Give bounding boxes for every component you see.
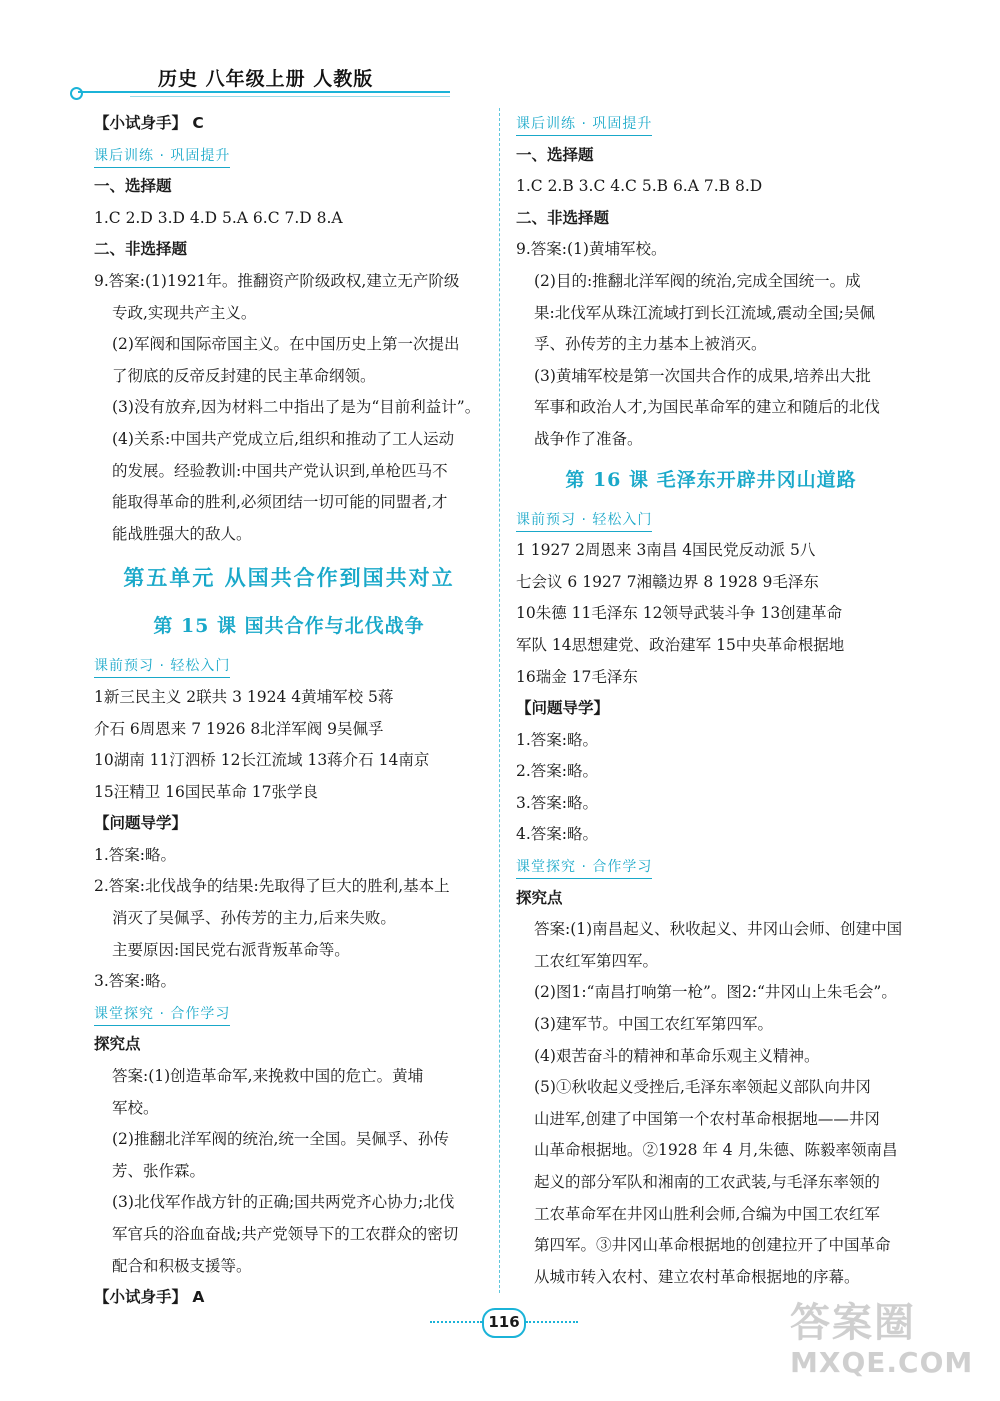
right-line: 9.答案:(1)黄埔军校。 [516, 240, 667, 259]
right-line: 孚、孙传芳的主力基本上被消灭。 [534, 335, 767, 354]
section-heading-wrap [516, 851, 906, 883]
left-line: 军官兵的浴血奋战;共产党领导下的工农群众的密切 [112, 1225, 459, 1243]
left-line: 能取得革命的胜利,必须团结一切可能的同盟者,才 [112, 493, 448, 512]
right-line: 课堂探究 · 合作学习 [516, 856, 652, 879]
left-line: (3)没有放弃,因为材料二中指出了是为“目前利益计”。 [112, 398, 481, 417]
right-line: (2)图1:“南昌打响第一枪”。图2:“井冈山上朱毛会”。 [534, 983, 897, 1002]
right-line: 【问题导学】 [516, 699, 610, 718]
left-line: 1.C 2.D 3.D 4.D 5.A 6.C 7.D 8.A [94, 208, 343, 227]
left-line: 探究点 [94, 1035, 141, 1054]
right-line: 探究点 [516, 888, 563, 907]
left-line: 1新三民主义 2联共 3 1924 4黄埔军校 5蒋 [94, 687, 394, 706]
right-line: 果:北伐军从珠江流域打到长江流域,震动全国;吴佩 [534, 303, 875, 322]
right-line: 课后训练 · 巩固提升 [516, 113, 652, 136]
left-line: 第 15 课 国共合作与北伐战争 [153, 615, 425, 638]
left-line: 2.答案:北伐战争的结果:先取得了巨大的胜利,基本上 [94, 877, 450, 896]
section-heading-wrap [94, 140, 484, 172]
page-number: 116 [482, 1308, 526, 1338]
right-line: 1 1927 2周恩来 3南昌 4国民党反动派 5八 [516, 541, 816, 560]
footer-dots-left [430, 1321, 482, 1323]
left-line: 课前预习 · 轻松入门 [94, 655, 230, 678]
right-line: 二、非选择题 [516, 208, 610, 227]
right-line: 第 16 课 毛泽东开辟井冈山道路 [565, 468, 857, 491]
left-line: 专政,实现共产主义。 [112, 303, 257, 322]
left-line: 【小试身手】 C [94, 114, 204, 132]
right-line: (5)①秋收起义受挫后,毛泽东率领起义部队向井冈 [534, 1078, 871, 1097]
right-line: 工农革命军在井冈山胜利会师,合编为中国工农红军 [534, 1204, 880, 1223]
left-line: 答案:(1)创造革命军,来挽救中国的危亡。黄埔 [112, 1067, 424, 1086]
right-line: 一、选择题 [516, 145, 594, 164]
right-line: 课前预习 · 轻松入门 [516, 509, 652, 532]
right-column [516, 108, 906, 1293]
right-line: 军事和政治人才,为国民革命军的建立和随后的北伐 [534, 398, 880, 417]
page-header [70, 58, 450, 98]
right-line: 答案:(1)南昌起义、秋收起义、井冈山会师、创建中国 [534, 920, 903, 939]
right-line: 10朱德 11毛泽东 12领导武装斗争 13创建革命 [516, 604, 843, 623]
left-line: 一、选择题 [94, 177, 172, 196]
left-line: 15汪精卫 16国民革命 17张学良 [94, 782, 319, 801]
header-rule-thin [130, 96, 450, 97]
left-line: 主要原因:国民党右派背叛革命等。 [112, 940, 350, 959]
left-line: 第五单元 从国共合作到国共对立 [123, 566, 455, 591]
left-line: (2)推翻北洋军阀的统治,统一全国。吴佩孚、孙传 [112, 1130, 449, 1149]
section-heading-wrap [94, 998, 484, 1030]
right-line: 战争作了准备。 [534, 429, 643, 448]
page-footer [430, 1308, 580, 1338]
watermark-top: 答案圈 [790, 1300, 916, 1346]
right-line: 军队 14思想建党、政治建军 15中央革命根据地 [516, 635, 845, 654]
left-line: 军校。 [112, 1098, 159, 1117]
left-line: 9.答案:(1)1921年。推翻资产阶级政权,建立无产阶级 [94, 271, 460, 290]
left-line: 【小试身手】 A [94, 1288, 205, 1307]
left-column [94, 108, 484, 1314]
right-line: (3)黄埔军校是第一次国共合作的成果,培养出大批 [534, 366, 871, 385]
right-line: 4.答案:略。 [516, 825, 599, 844]
left-line: 1.答案:略。 [94, 845, 177, 864]
left-line: 能战胜强大的敌人。 [112, 524, 252, 543]
left-line: 10湖南 11汀泗桥 12长江流域 13蒋介石 14南京 [94, 751, 430, 770]
left-line: 了彻底的反帝反封建的民主革命纲领。 [112, 366, 376, 385]
right-line: 山进军,创建了中国第一个农村革命根据地——井冈 [534, 1109, 880, 1128]
left-line: 芳、张作霖。 [112, 1161, 206, 1180]
right-line: 山革命根据地。②1928 年 4 月,朱德、陈毅率领南昌 [534, 1141, 898, 1160]
right-line: 16瑞金 17毛泽东 [516, 667, 638, 686]
left-line: 【问题导学】 [94, 814, 188, 833]
header-dot-ornament [70, 87, 83, 100]
left-line: 消灭了吴佩孚、孙传芳的主力,后来失败。 [112, 909, 396, 928]
footer-dots-right [526, 1321, 578, 1323]
left-line: 课后训练 · 巩固提升 [94, 145, 230, 168]
right-line: (2)目的:推翻北洋军阀的统治,完成全国统一。成 [534, 271, 861, 290]
right-line: 2.答案:略。 [516, 762, 599, 781]
right-line: 从城市转入农村、建立农村革命根据地的序幕。 [534, 1267, 860, 1286]
left-line: 3.答案:略。 [94, 972, 177, 991]
column-divider [499, 108, 500, 1293]
right-line: 1.答案:略。 [516, 730, 599, 749]
left-line: 课堂探究 · 合作学习 [94, 1003, 230, 1026]
right-line: 第四军。③井冈山革命根据地的创建拉开了中国革命 [534, 1236, 891, 1255]
right-line: (4)艰苦奋斗的精神和革命乐观主义精神。 [534, 1046, 820, 1065]
left-line: 配合和积极支援等。 [112, 1256, 252, 1275]
section-heading-wrap [94, 650, 484, 682]
section-heading-wrap [516, 504, 906, 536]
header-title: 历史 八年级上册 人教版 [158, 68, 374, 90]
right-line: 工农红军第四军。 [534, 951, 659, 970]
header-rule [78, 91, 450, 93]
right-line: (3)建军节。中国工农红军第四军。 [534, 1015, 773, 1034]
left-line: (4)关系:中国共产党成立后,组织和推动了工人运动 [112, 429, 455, 448]
right-line: 1.C 2.B 3.C 4.C 5.B 6.A 7.B 8.D [516, 177, 763, 196]
left-line: 的发展。经验教训:中国共产党认识到,单枪匹马不 [112, 461, 448, 480]
left-line: (3)北伐军作战方针的正确;国共两党齐心协力;北伐 [112, 1193, 455, 1212]
left-line: (2)军阀和国际帝国主义。在中国历史上第一次提出 [112, 335, 460, 354]
watermark-bottom: MXQE.COM [790, 1346, 974, 1379]
left-line: 介石 6周恩来 7 1926 8北洋军阀 9吴佩孚 [94, 719, 384, 738]
right-line: 起义的部分军队和湘南的工农武装,与毛泽东率领的 [534, 1173, 880, 1191]
right-line: 3.答案:略。 [516, 793, 599, 812]
right-line: 七会议 6 1927 7湘赣边界 8 1928 9毛泽东 [516, 572, 819, 591]
section-heading-wrap [516, 108, 906, 140]
left-line: 二、非选择题 [94, 240, 188, 259]
watermark [790, 1300, 990, 1390]
